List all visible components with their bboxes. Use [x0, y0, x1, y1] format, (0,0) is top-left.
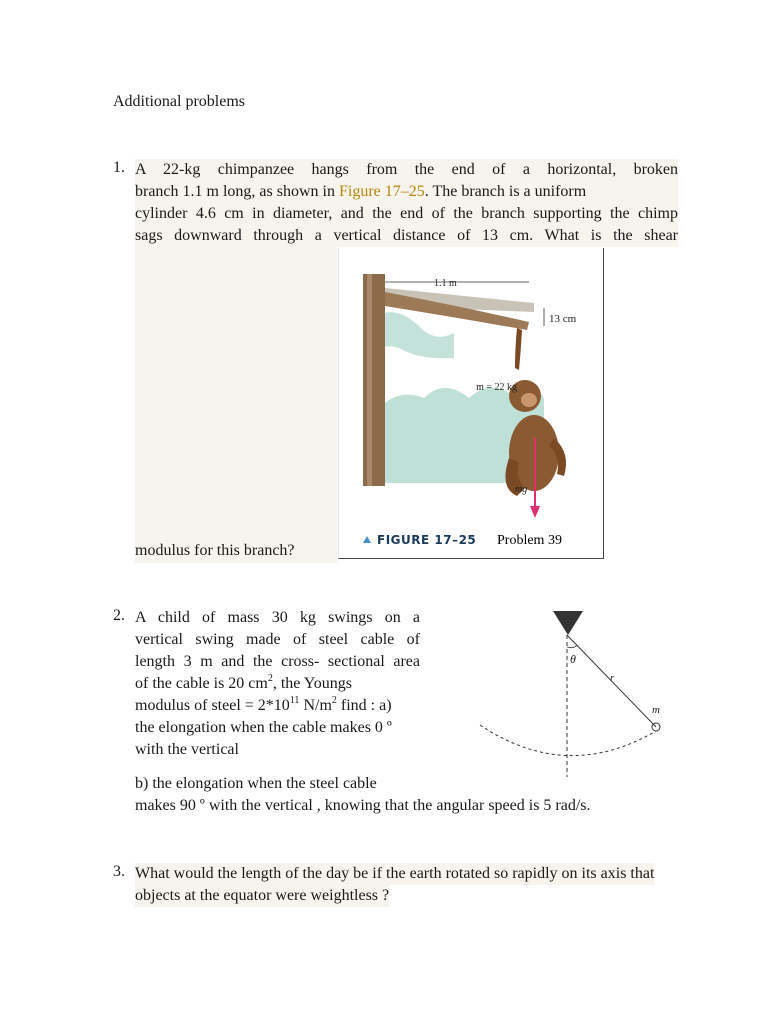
- problem-2-line-2: vertical swing made of steel cable of: [135, 631, 420, 648]
- tree-trunk: [363, 274, 385, 486]
- problem-2-line-1: A child of mass 30 kg swings on a: [135, 609, 420, 626]
- caption-triangle-icon: [363, 536, 371, 543]
- r-label: r: [610, 672, 615, 684]
- problem-1-line-2: [135, 181, 678, 203]
- problem-2-line-3: length 3 m and the cross- sectional area: [135, 653, 420, 670]
- problem-1-number: 1.: [113, 159, 125, 176]
- foliage-top: [374, 312, 454, 358]
- problem-1-line-2-end: . The branch is a uniform: [424, 183, 587, 200]
- sag-label: 13 cm: [549, 313, 577, 325]
- page-heading: Additional problems: [113, 93, 245, 110]
- problem-2-line-4: [135, 673, 420, 695]
- problem-1-line-1: A 22-kg chimpanzee hangs from the end of a horizontal, broken: [135, 159, 678, 181]
- problem-2-line-5: [135, 695, 420, 717]
- chimpanzee-figure-drawing: [339, 248, 603, 558]
- problem-2-line-6: the elongation when the cable makes 0 º: [135, 719, 392, 736]
- mass-label: m = 22 kg: [476, 382, 517, 393]
- theta-label: θ: [570, 652, 576, 666]
- length-label: 1.1 m: [434, 278, 457, 289]
- angle-arc: [567, 645, 577, 648]
- problem-2-line-9: makes 90 º with the vertical , knowing that the angular speed is 5 rad/s.: [135, 797, 591, 814]
- problem-2-line-4-text: of the cable is 20 cm: [135, 675, 268, 692]
- swing-arc: [480, 725, 656, 756]
- pendulum-figure: [470, 605, 680, 785]
- pivot-support: [553, 611, 583, 635]
- area-exponent: 2: [267, 672, 273, 684]
- problem-3-line-1: What would the length of the day be if the earth rotated so rapidly on its axis that: [135, 863, 654, 885]
- problem-1-text-background: [135, 247, 337, 563]
- modulus-text: modulus of steel = 2*10: [135, 697, 290, 714]
- problem-2-number: 2.: [113, 607, 125, 624]
- figure-caption-tag: FIGURE 17–25: [377, 533, 477, 547]
- figure-caption-text: Problem 39: [497, 533, 562, 548]
- chimpanzee-figure: [338, 248, 604, 559]
- force-label: mg: [515, 484, 528, 495]
- m-label: m: [652, 704, 660, 716]
- problem-3-number: 3.: [113, 863, 125, 880]
- problem-2-line-4-end: , the Youngs: [272, 675, 352, 692]
- problem-1-line-3: cylinder 4.6 cm in diameter, and the end of the branch supporting the chimp: [135, 203, 678, 225]
- tree-trunk-highlight: [367, 274, 372, 486]
- problem-1-line-4: sags downward through a vertical distance of 13 cm. What is the shear: [135, 225, 678, 247]
- weight-arrow-head: [530, 506, 540, 518]
- problem-2-line-8: b) the elongation when the steel cable: [135, 775, 377, 792]
- modulus-exponent: 11: [289, 694, 300, 706]
- unit-text: N/m: [299, 697, 332, 714]
- problem-1-line-2-text: branch 1.1 m long, as shown in: [135, 183, 339, 200]
- problem-1-line-5: modulus for this branch?: [135, 540, 295, 562]
- unit-exponent: 2: [331, 694, 337, 706]
- find-text: find : a): [336, 697, 392, 714]
- problem-3-line-2: objects at the equator were weightless ?: [135, 885, 389, 907]
- figure-reference-link[interactable]: Figure 17–25: [338, 183, 425, 200]
- problem-2-line-7: with the vertical: [135, 741, 239, 758]
